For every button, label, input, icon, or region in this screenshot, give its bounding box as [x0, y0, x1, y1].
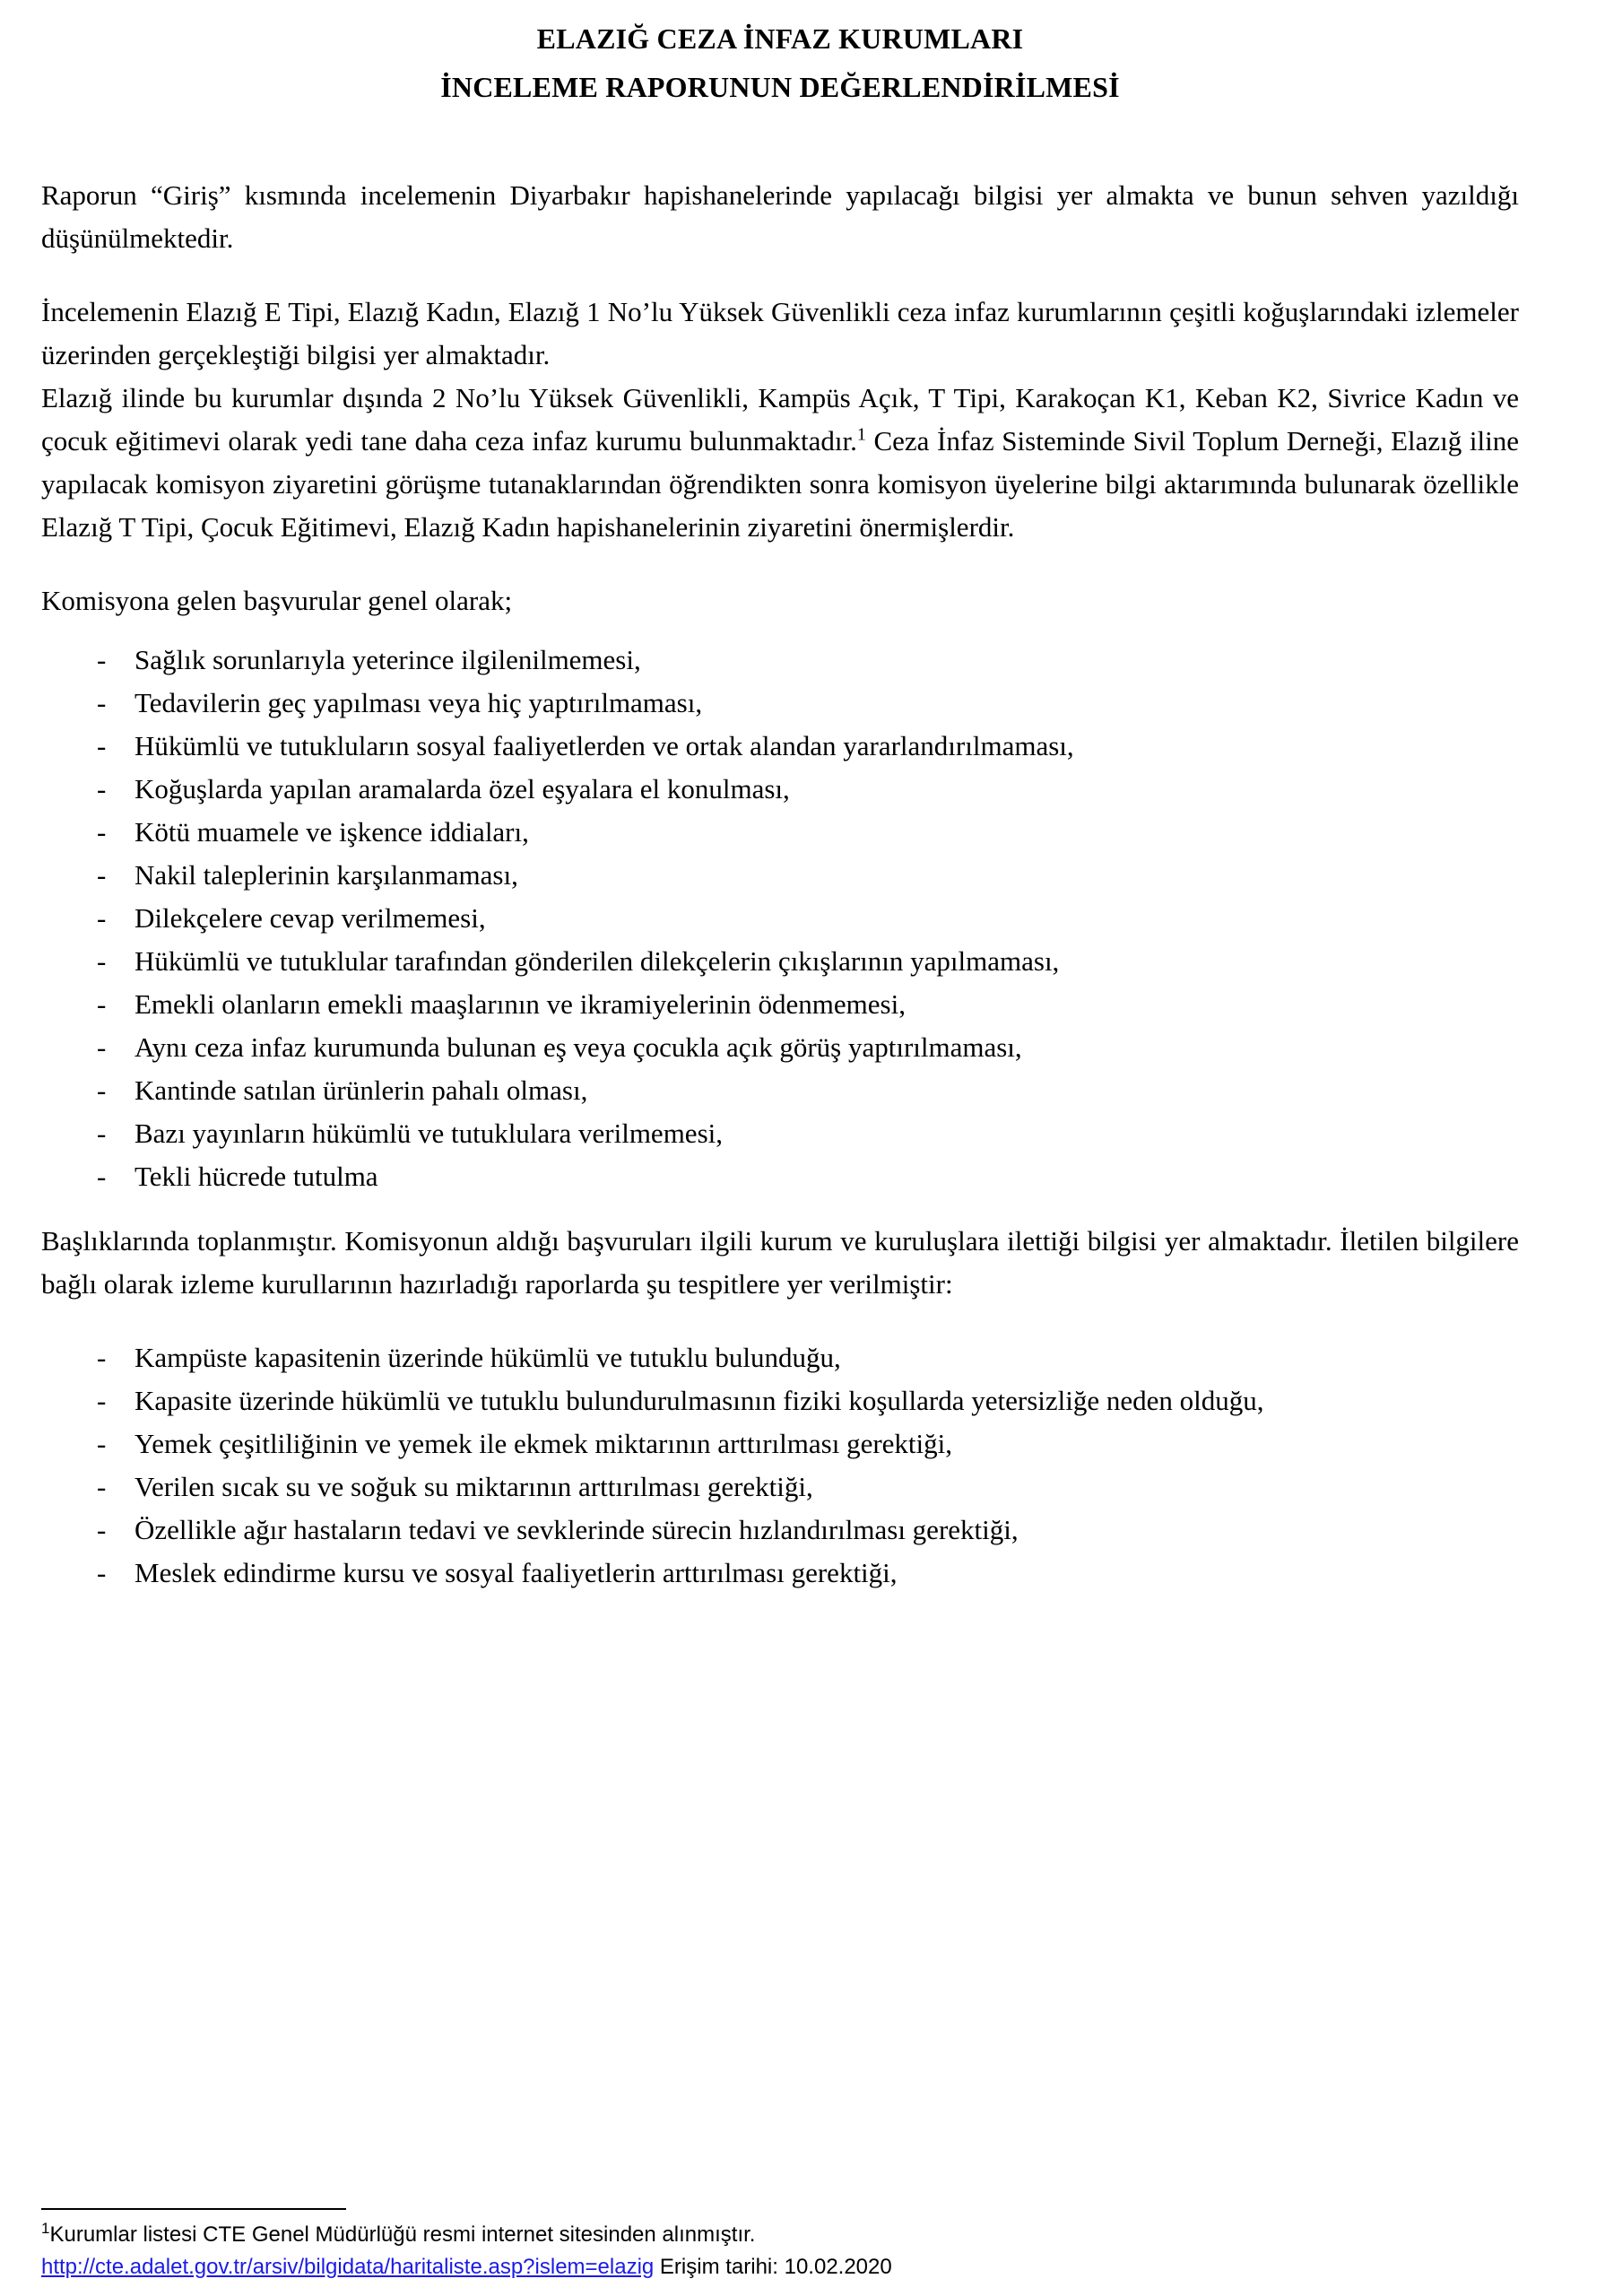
dash-bullet-icon: - [97, 1428, 107, 1459]
paragraph-headings-summary: Başlıklarında toplanmıştır. Komisyonun aldığı başvuruları ilgili kurum ve kuruluşlara ilettiği bilgisi yer almaktadır. İletilen bilgilere bağlı olarak izleme kurullarının hazırladığı raporlarda şu tespitlere yer verilmiştir: [41, 1225, 1519, 1300]
footnote-separator-rule [41, 2208, 346, 2210]
footnote-source-note: Kurumlar listesi CTE Genel Müdürlüğü resmi internet sitesinden alınmıştır. [49, 2222, 756, 2247]
footnote-access-date: Erişim tarihi: 10.02.2020 [659, 2255, 892, 2279]
list-item [97, 811, 1519, 854]
list-item-label: Koğuşlarda yapılan aramalarda özel eşyalara el konulması, [134, 773, 790, 804]
list-item [97, 768, 1519, 811]
document-body [41, 174, 1519, 1595]
dash-bullet-icon: - [97, 859, 107, 891]
dash-bullet-icon: - [97, 1074, 107, 1106]
list-item [97, 1465, 1519, 1509]
list-item-label: Dilekçelere cevap verilmemesi, [134, 902, 486, 934]
applications-list-intro: Komisyona gelen başvurular genel olarak; [41, 585, 513, 616]
list-item [97, 983, 1519, 1026]
footnote-area [41, 2208, 1519, 2283]
list-item-label: Kantinde satılan ürünlerin pahalı olması, [134, 1074, 588, 1106]
paragraph-institutions-part1: Elazığ ilinde bu kurumlar dışında 2 No’lu Yüksek Güvenlikli, Kampüs Açık, T Tipi, Karakoçan K1, Keban K2, Sivrice Kadın ve çocuk eğitimevi olarak yedi tane daha ceza infaz kurumu bulunmaktadır. [41, 382, 1519, 457]
list-item-label: Bazı yayınların hükümlü ve tutuklulara verilmemesi, [134, 1118, 723, 1149]
dash-bullet-icon: - [97, 730, 107, 761]
list-item [97, 1509, 1519, 1552]
list-item [97, 1026, 1519, 1069]
paragraph-scope: İncelemenin Elazığ E Tipi, Elazığ Kadın, Elazığ 1 No’lu Yüksek Güvenlikli ceza infaz kurumlarının çeşitli koğuşlarındaki izlemeler üzerinden gerçekleştiği bilgisi yer almaktadır. [41, 296, 1519, 370]
list-item-label: Emekli olanların emekli maaşlarının ve ikramiyelerinin ödenmemesi, [134, 988, 906, 1020]
list-item-label: Kötü muamele ve işkence iddiaları, [134, 816, 529, 848]
dash-bullet-icon: - [97, 945, 107, 977]
list-item-label: Tekli hücrede tutulma [134, 1161, 378, 1192]
dash-bullet-icon: - [97, 1557, 107, 1588]
dash-bullet-icon: - [97, 1031, 107, 1063]
list-item-label: Sağlık sorunlarıyla yeterince ilgilenilmemesi, [134, 644, 641, 675]
list-item [97, 854, 1519, 897]
dash-bullet-icon: - [97, 902, 107, 934]
paragraph-institutions [41, 377, 1519, 549]
paragraph-institutions-part2: Ceza İnfaz Sisteminde Sivil Toplum Derneği, Elazığ iline yapılacak komisyon ziyaretini görüşme tutanaklarından öğrendikten sonra komisyon üyelerine bilgi aktarımında bulunarak özellikle Elazığ T Tipi, Çocuk Eğitimevi, Elazığ Kadın hapishanelerinin ziyaretini önermişlerdir. [41, 425, 1520, 543]
list-item [97, 940, 1519, 983]
dash-bullet-icon: - [97, 1161, 107, 1192]
list-item-label: Kampüste kapasitenin üzerinde hükümlü ve tutuklu bulunduğu, [134, 1342, 841, 1373]
list-item-label: Aynı ceza infaz kurumunda bulunan eş veya çocukla açık görüş yaptırılmaması, [134, 1031, 1022, 1063]
dash-bullet-icon: - [97, 1471, 107, 1502]
page-title: ELAZIĞ CEZA İNFAZ KURUMLARI [536, 22, 1024, 55]
list-item-label: Hükümlü ve tutukluların sosyal faaliyetlerden ve ortak alandan yararlandırılmaması, [134, 730, 1074, 761]
applications-list [41, 639, 1519, 1198]
page-subtitle: İNCELEME RAPORUNUN DEĞERLENDİRİLMESİ [440, 71, 1120, 103]
footnote-reference-marker[interactable]: 1 [856, 424, 866, 445]
list-item [97, 725, 1519, 768]
footnote-url-link[interactable]: http://cte.adalet.gov.tr/arsiv/bilgidata/haritaliste.asp?islem=elazig [41, 2255, 655, 2279]
list-item [97, 897, 1519, 940]
list-item [97, 1336, 1519, 1379]
paragraph-intro-note: Raporun “Giriş” kısmında incelemenin Diyarbakır hapishanelerinde yapılacağı bilgisi yer almakta ve bunun sehven yazıldığı düşünülmektedir. [41, 179, 1519, 254]
dash-bullet-icon: - [97, 687, 107, 718]
dash-bullet-icon: - [97, 988, 107, 1020]
dash-bullet-icon: - [97, 1118, 107, 1149]
dash-bullet-icon: - [97, 1514, 107, 1545]
list-item [97, 1112, 1519, 1155]
dash-bullet-icon: - [97, 773, 107, 804]
dash-bullet-icon: - [97, 1342, 107, 1373]
list-item [97, 682, 1519, 725]
list-item-label: Nakil taleplerinin karşılanmaması, [134, 859, 518, 891]
list-item [97, 1552, 1519, 1595]
dash-bullet-icon: - [97, 816, 107, 848]
dash-bullet-icon: - [97, 644, 107, 675]
footnote-marker: 1 [41, 2220, 50, 2237]
list-item-label: Meslek edindirme kursu ve sosyal faaliyetlerin arttırılması gerektiği, [134, 1557, 898, 1588]
dash-bullet-icon: - [97, 1385, 107, 1416]
list-item [97, 1379, 1519, 1422]
list-item-label: Hükümlü ve tutuklular tarafından gönderilen dilekçelerin çıkışlarının yapılmaması, [134, 945, 1060, 977]
list-item-label: Özellikle ağır hastaların tedavi ve sevklerinde sürecin hızlandırılması gerektiği, [134, 1514, 1019, 1545]
list-item [97, 1155, 1519, 1198]
footnote-text [41, 2219, 1519, 2283]
findings-list [41, 1336, 1519, 1595]
list-item-label: Yemek çeşitliliğinin ve yemek ile ekmek miktarının arttırılması gerektiği, [134, 1428, 953, 1459]
list-item [97, 1069, 1519, 1112]
list-item [97, 1422, 1519, 1465]
list-item [97, 639, 1519, 682]
list-item-label: Kapasite üzerinde hükümlü ve tutuklu bulundurulmasının fiziki koşullarda yetersizliğe neden olduğu, [134, 1385, 1264, 1416]
list-item-label: Verilen sıcak su ve soğuk su miktarının arttırılması gerektiği, [134, 1471, 813, 1502]
list-item-label: Tedavilerin geç yapılması veya hiç yaptırılmaması, [134, 687, 703, 718]
